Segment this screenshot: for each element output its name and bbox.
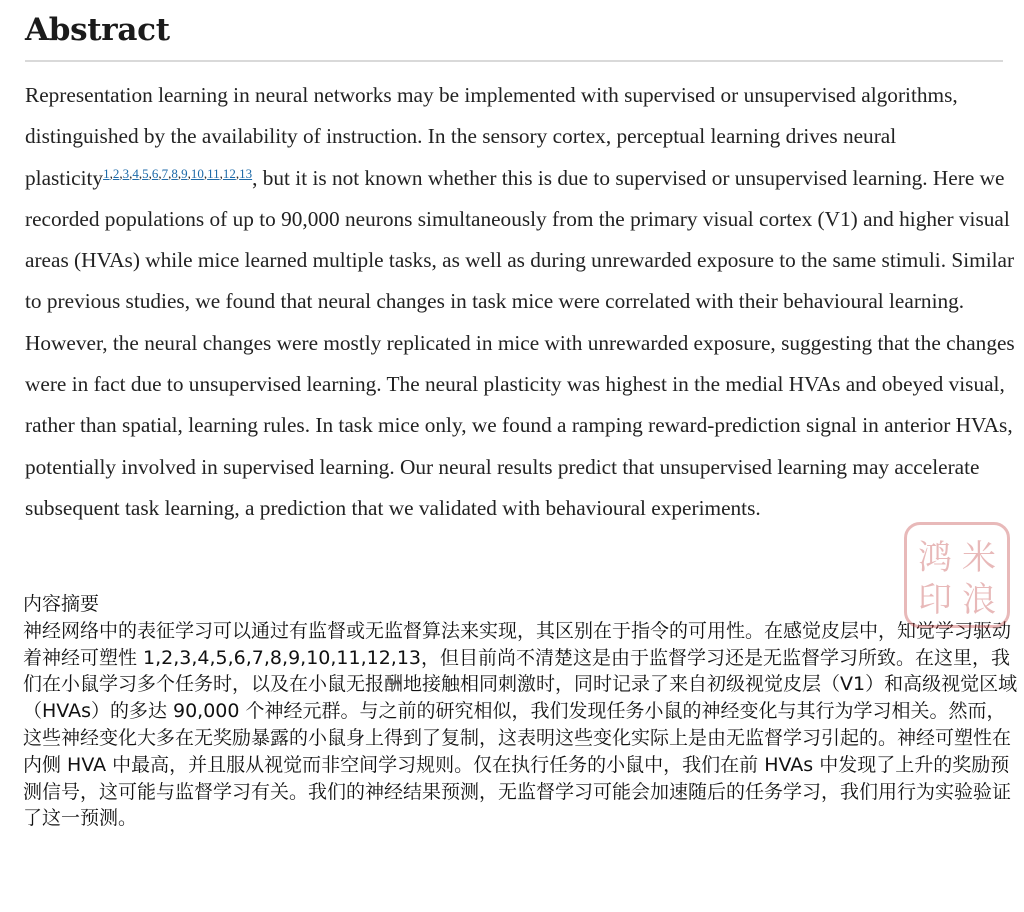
reference-link-10[interactable]: 10	[190, 165, 204, 181]
reference-link-8[interactable]: 8	[171, 165, 178, 181]
seal-char-4: 印	[918, 580, 952, 620]
reference-link-2[interactable]: 2	[112, 165, 120, 181]
abstract-paragraph	[25, 75, 1015, 529]
chinese-summary-body: 神经网络中的表征学习可以通过有监督或无监督算法来实现，其区别在于指令的可用性。在感觉皮层中，知觉学习驱动着神经可塑性 1,2,3,4,5,6,7,8,9,10,11,12,13，但目前尚不清楚这是由于监督学习还是无监督学习所致。在这里，我们在小鼠学习多个任务时，以及在小鼠无报酬地接触相同刺激时，同时记录了来自初级视觉皮层（V1）和高级视觉区域（HVAs）的多达 90,000 个神经元群。与之前的研究相似，我们发现任务小鼠的神经变化与其行为学习相关。然而，这些神经变化大多在无奖励暴露的小鼠身上得到了复制，这表明这些变化实际上是由无监督学习引起的。神经可塑性在内侧 HVA 中最高，并且服从视觉而非空间学习规则。仅在执行任务的小鼠中，我们在前 HVAs 中发现了上升的奖励预测信号，这可能与监督学习有关。我们的神经结果预测，无监督学习可能会加速随后的任务学习，我们用行为实验验证了这一预测。	[23, 619, 1018, 830]
reference-link-1[interactable]: 1	[103, 165, 110, 181]
reference-link-6[interactable]: 6	[151, 165, 159, 181]
abstract-text-after-refs: , but it is not known whether this is due to supervised or unsupervised learning. Here we recorded populations of up to 90,000 neurons simultaneously from the primary visual cortex (V1) and higher visual areas (HVAs) while mice learned multiple tasks, as well as during unrewarded exposure to the same stimuli. Similar to previous studies, we found that neural changes in task mice were correlated with their behavioural learning. However, the neural changes were mostly replicated in mice with unrewarded exposure, suggesting that the changes were in fact due to unsupervised learning. The neural plasticity was highest in the medial HVAs and obeyed visual, rather than spatial, learning rules. In task mice only, we found a ramping reward-prediction signal in anterior HVAs, potentially involved in supervised learning. Our neural results predict that unsupervised learning may accelerate subsequent task learning, a prediction that we validated with behavioural experiments.	[25, 165, 1015, 520]
reference-link-13[interactable]: 13	[239, 165, 253, 181]
reference-link-11[interactable]: 11	[207, 165, 220, 181]
abstract-text-before-refs: Representation learning in neural networks may be implemented with supervised or unsupervised algorithms, distinguished by the availability of instruction. In the sensory cortex, perceptual learning drives neural plasticity	[25, 83, 958, 190]
reference-link-12[interactable]: 12	[222, 165, 236, 181]
seal-char-3: 鸿	[918, 538, 952, 578]
reference-link-7[interactable]: 7	[161, 165, 169, 181]
reference-link-4[interactable]: 4	[132, 165, 139, 181]
reference-link-5[interactable]: 5	[142, 165, 149, 181]
heading-divider	[25, 60, 1003, 62]
seal-char-2: 浪	[962, 580, 996, 620]
seal-char-1: 米	[962, 538, 996, 578]
abstract-heading: Abstract	[25, 12, 170, 48]
reference-links: 1,2,3,4,5,6,7,8,9,10,11,12,13	[103, 165, 253, 181]
reference-link-9[interactable]: 9	[181, 165, 188, 181]
chinese-summary	[23, 591, 1018, 832]
chinese-summary-title: 内容摘要	[23, 593, 100, 615]
reference-link-3[interactable]: 3	[122, 165, 130, 181]
